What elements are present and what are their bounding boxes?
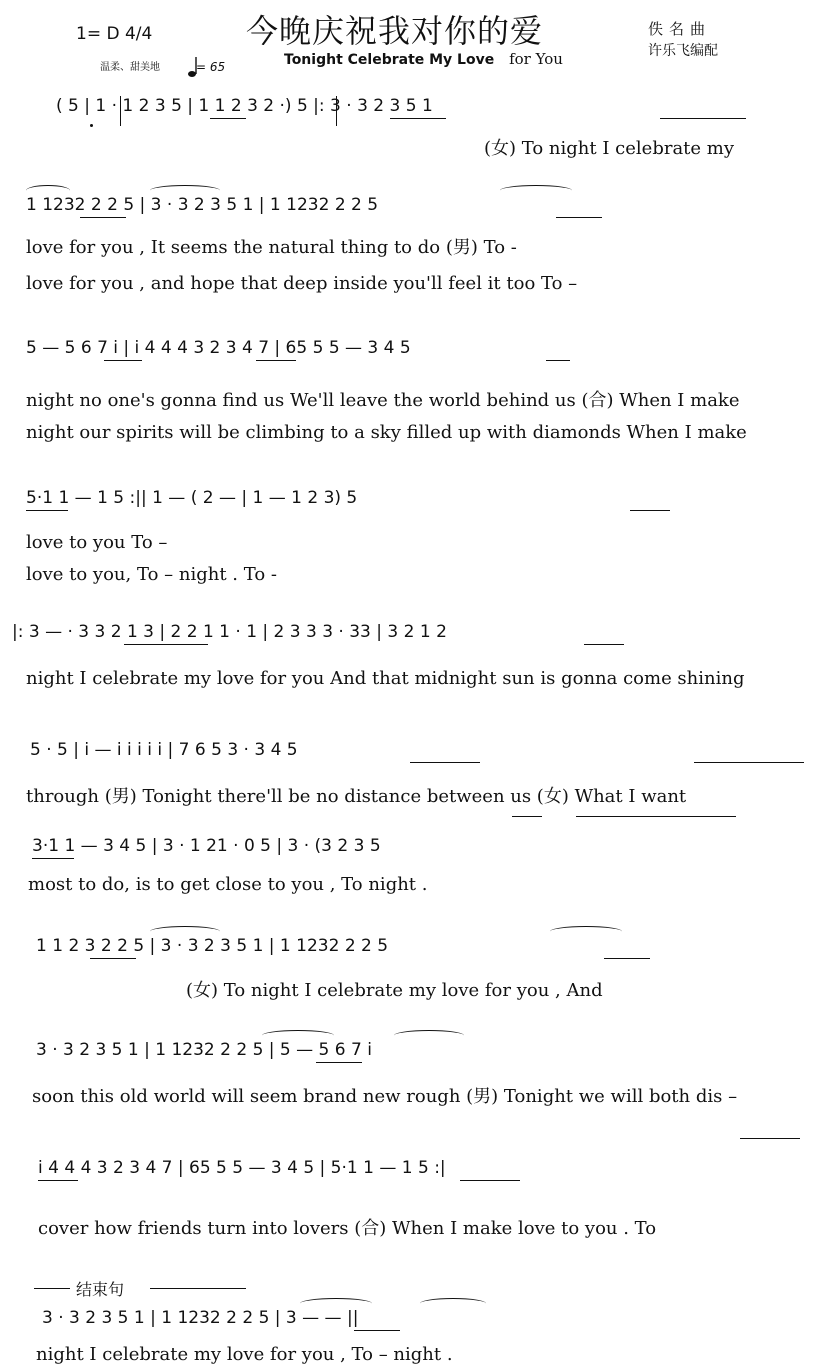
notation-line-7: 3·1 1 — 3 4 5 | 3 · 1 21 · 0 5 | 3 · (3 2 3 5 bbox=[32, 836, 381, 856]
beam bbox=[80, 217, 126, 218]
lyric-line-4-2: love to you, To – night . To - bbox=[26, 564, 277, 585]
score-system-4 bbox=[0, 488, 840, 585]
beam bbox=[32, 858, 74, 859]
tie-arc bbox=[500, 185, 572, 196]
lyric-line-8-1: (女) To night I celebrate my love for you , And bbox=[186, 980, 603, 1001]
beam bbox=[90, 958, 136, 959]
tie-arc bbox=[150, 926, 220, 937]
barline bbox=[336, 96, 337, 126]
lyric-line-4-1: love to you To – bbox=[26, 532, 168, 553]
lyric-line-11-1: night I celebrate my love for you , To – night . bbox=[36, 1344, 453, 1365]
score-system-8 bbox=[0, 936, 840, 1001]
low-octave-dot bbox=[90, 124, 93, 127]
beam bbox=[38, 1180, 78, 1181]
volta-bracket bbox=[576, 816, 736, 827]
beam bbox=[460, 1180, 520, 1181]
beam bbox=[124, 644, 208, 645]
lyric-line-2-1: love for you , It seems the natural thing to do (男) To - bbox=[26, 237, 517, 258]
title-english bbox=[284, 50, 563, 68]
tempo-mark: = 65 bbox=[196, 60, 226, 74]
tie-arc bbox=[26, 185, 70, 196]
beam bbox=[584, 644, 624, 645]
title-chinese: 今晚庆祝我对你的爱 bbox=[246, 12, 544, 50]
notation-line-10: i 4 4 4 3 2 3 4 7 | 65 5 5 — 3 4 5 | 5·1 1 — 1 5 :| bbox=[38, 1158, 446, 1178]
notation-line-9: 3 · 3 2 3 5 1 | 1 1232 2 2 5 | 5 — 5 6 7 i bbox=[36, 1040, 372, 1060]
lyric-line-10-1: cover how friends turn into lovers (合) When I make love to you . To bbox=[38, 1218, 657, 1239]
beam bbox=[210, 118, 246, 119]
score-system-10 bbox=[0, 1158, 840, 1239]
score-system-2 bbox=[0, 195, 840, 294]
notation-line-2: 1 1232 2 2 5 | 3 · 3 2 3 5 1 | 1 1232 2 2 5 bbox=[26, 195, 379, 215]
barline bbox=[120, 96, 121, 126]
score-system-9 bbox=[0, 1040, 840, 1107]
beam bbox=[256, 360, 296, 361]
beam bbox=[556, 217, 602, 218]
lyric-line-6-1: through (男) Tonight there'll be no distance between us (女) What I want bbox=[26, 786, 687, 807]
beam bbox=[660, 118, 746, 119]
score-system-7 bbox=[0, 836, 840, 895]
beam bbox=[630, 510, 670, 511]
tie-arc bbox=[420, 1298, 486, 1309]
lyric-line-1-1: (女) To night I celebrate my bbox=[484, 138, 735, 159]
composer: 佚名曲 bbox=[648, 20, 712, 38]
notation-line-5: |: 3 — · 3 3 2 1 3 | 2 2 1 1 · 1 | 2 3 3 3 · 33 | 3 2 1 2 bbox=[12, 622, 447, 642]
notation-line-1: ( 5 | 1 · 1 2 3 5 | 1 1 2 3 2 ·) 5 |: 3 · 3 2 3 5 1 bbox=[56, 96, 433, 116]
tie-arc bbox=[300, 1298, 372, 1309]
tie-arc bbox=[550, 926, 622, 937]
beam bbox=[604, 958, 650, 959]
ending-label: 结束句 bbox=[76, 1280, 125, 1299]
score-system-11 bbox=[0, 1308, 840, 1365]
lyric-line-7-1: most to do, is to get close to you , To night . bbox=[28, 874, 428, 895]
ending-bracket bbox=[150, 1288, 246, 1299]
notation-line-3: 5 — 5 6 7 i | i 4 4 4 3 2 3 4 7 | 65 5 5 — 3 4 5 bbox=[26, 338, 411, 358]
beam bbox=[390, 118, 446, 119]
lyric-line-3-1: night no one's gonna find us We'll leave the world behind us (合) When I make bbox=[26, 390, 740, 411]
beam bbox=[316, 1062, 362, 1063]
score-system-6 bbox=[0, 740, 840, 807]
expression-mark: 温柔、甜美地 bbox=[100, 62, 160, 73]
score-system-1 bbox=[0, 96, 840, 159]
beam bbox=[104, 360, 142, 361]
notation-line-11: 3 · 3 2 3 5 1 | 1 1232 2 2 5 | 3 — — || bbox=[42, 1308, 359, 1328]
tie-arc bbox=[262, 1030, 334, 1041]
score-system-5 bbox=[0, 622, 840, 689]
beam bbox=[546, 360, 570, 361]
arranger: 许乐飞编配 bbox=[648, 43, 718, 59]
beam bbox=[26, 510, 68, 511]
lyric-line-5-1: night I celebrate my love for you And that midnight sun is gonna come shining bbox=[26, 668, 745, 689]
lyric-line-2-2: love for you , and hope that deep inside you'll feel it too To – bbox=[26, 273, 578, 294]
beam bbox=[354, 1330, 400, 1331]
notation-line-4: 5·1 1 — 1 5 :|| 1 — ( 2 — | 1 — 1 2 3) 5 bbox=[26, 488, 358, 508]
ending-bracket bbox=[34, 1288, 70, 1299]
notation-line-8: 1 1 2 3 2 2 5 | 3 · 3 2 3 5 1 | 1 1232 2 2 5 bbox=[36, 936, 389, 956]
tie-arc bbox=[150, 185, 220, 196]
beam bbox=[410, 762, 480, 763]
score-system-3 bbox=[0, 338, 840, 443]
notation-line-6: 5 · 5 | i — i i i i i | 7 6 5 3 · 3 4 5 bbox=[30, 740, 298, 760]
volta-bracket bbox=[740, 1138, 800, 1149]
lyric-line-9-1: soon this old world will seem brand new rough (男) Tonight we will both dis – bbox=[32, 1086, 738, 1107]
tie-arc bbox=[394, 1030, 464, 1041]
title-english-main: Tonight Celebrate My Love bbox=[284, 52, 495, 68]
title-english-tail: for You bbox=[509, 50, 563, 68]
beam bbox=[694, 762, 804, 763]
lyric-line-3-2: night our spirits will be climbing to a sky filled up with diamonds When I make bbox=[26, 422, 747, 443]
volta-bracket bbox=[512, 816, 542, 827]
key-signature: 1= D 4/4 bbox=[76, 24, 153, 44]
